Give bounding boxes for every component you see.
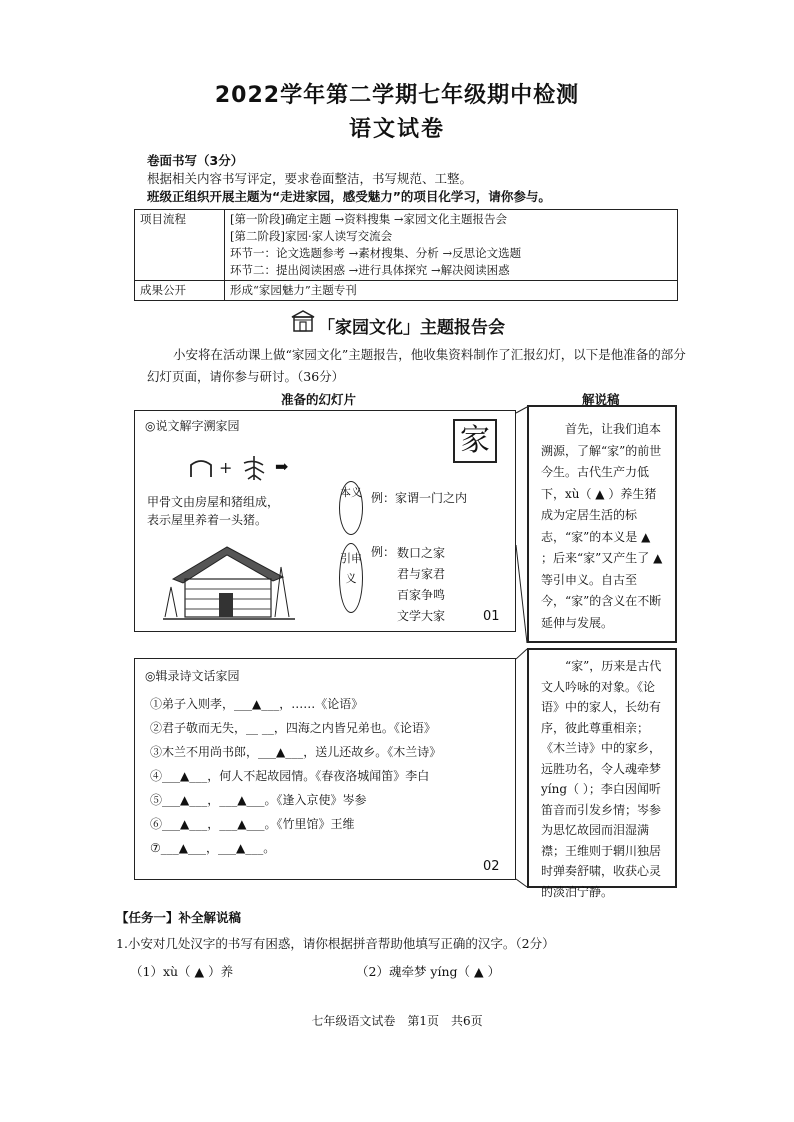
notes-column-title: 解说稿 <box>582 392 620 407</box>
pig-glyph-icon <box>239 453 269 483</box>
commentary-1: 首先，让我们追本溯源，了解“家”的前世今生。古代生产力低下，xù（ ▲ ）养生猪成为定居生活的标志，“家”的本义是 ▲ ；后来“家”又产生了 ▲ 等引申义。自古至今，“家”的含义在不断延伸与发展。 <box>527 405 677 643</box>
process-steps <box>225 210 678 281</box>
process-step: 环节一：论文选题参考 →素材搜集、分析 →反思论文选题 <box>230 246 522 260</box>
extended-meaning-label: 引申义 <box>339 543 363 613</box>
table-row <box>135 210 678 281</box>
task-heading: 【任务一】补全解说稿 <box>116 910 242 925</box>
arrow-icon: ➡ <box>275 457 289 476</box>
list-item: 君与家君 <box>397 567 446 581</box>
plus-sign: + <box>219 458 233 477</box>
seal-character: 家 <box>453 419 497 463</box>
section-intro: 小安将在活动课上做“家园文化”主题报告，他收集资料制作了汇报幻灯，以下是他准备的部分幻灯页面，请你参与研讨。（36分） <box>147 347 686 384</box>
extended-meaning-list <box>397 543 445 627</box>
table-row <box>135 281 678 301</box>
result-label: 成果公开 <box>135 281 225 301</box>
slide-1 <box>134 410 516 632</box>
exam-subtitle: 语文试卷 <box>348 117 445 142</box>
exam-title: 2022学年第二学期七年级期中检测 <box>214 83 580 108</box>
slide-number: 01 <box>483 609 500 624</box>
slide-number: 02 <box>483 859 500 874</box>
commentary-2: “家”，历来是古代文人吟咏的对象。《论语》中的家人，长幼有序，彼此尊重相亲；《木兰诗》中的家乡，远胜功名，令人魂牵梦 yíng（ ）；李白因闻听笛音而引发乡情；岑参为思忆故园而泪湿满襟；王维则于辋川独居时弹奏舒啸，收获心灵的淡泊宁静。 <box>527 648 677 888</box>
poem-line: ①弟子入则孝，___▲___，……《论语》 <box>150 697 364 711</box>
glyph-description: 甲骨文由房屋和猪组成， <box>147 495 280 509</box>
process-step: 环节二：提出阅读困惑 →进行具体探究 →解决阅读困惑 <box>230 263 510 277</box>
original-meaning-example: 例：家谓一门之内 <box>371 491 468 505</box>
page-footer: 七年级语文试卷 第1页 共6页 <box>311 1014 483 1028</box>
roof-glyph-icon <box>187 457 215 481</box>
slide-heading: ◎辑录诗文话家园 <box>145 669 240 683</box>
question-1-part-1: （1）xù（ ▲ ）养 <box>130 964 234 979</box>
list-item: 文学大家 <box>397 609 446 623</box>
poem-line: ②君子敬而无失，__ __，四海之内皆兄弟也。《论语》 <box>150 721 436 735</box>
section-title: 「家园文化」主题报告会 <box>318 318 505 338</box>
project-intro: 班级正组织开展主题为“走进家园，感受魅力”的项目化学习，请你参与。 <box>147 189 551 204</box>
poem-line: ④___▲___，何人不起故园情。《春夜洛城闻笛》李白 <box>150 769 430 783</box>
old-house-illustration <box>163 537 295 625</box>
poem-line: ③木兰不用尚书郎，___▲___，送儿还故乡。《木兰诗》 <box>150 745 442 759</box>
project-table <box>134 209 678 301</box>
glyph-description: 表示屋里养着一头猪。 <box>147 513 268 527</box>
question-1-part-2: （2）魂牵梦 yíng（ ▲ ） <box>356 964 501 979</box>
list-item: 数口之家 <box>397 546 446 560</box>
handwriting-score-label: 卷面书写（3分） <box>147 153 244 168</box>
process-step: [第二阶段]家园·家人读写交流会 <box>230 229 393 243</box>
original-meaning-label: 本义 <box>339 481 363 535</box>
process-label: 项目流程 <box>135 210 225 281</box>
list-item: 百家争鸣 <box>397 588 446 602</box>
extended-meaning-prefix: 例： <box>371 545 396 559</box>
poem-line: ⑦___▲___，___▲___。 <box>150 841 276 855</box>
poem-line: ⑥___▲___，___▲___。《竹里馆》王维 <box>150 817 355 831</box>
result-text: 形成“家园魅力”主题专刊 <box>225 281 678 301</box>
poem-line: ⑤___▲___，___▲___。《逢入京使》岑参 <box>150 793 367 807</box>
slides-column-title: 准备的幻灯片 <box>281 392 357 407</box>
handwriting-requirement: 根据相关内容书写评定，要求卷面整洁，书写规范、工整。 <box>147 171 473 186</box>
poem-list <box>150 692 441 860</box>
question-1: 1.小安对几处汉字的书写有困惑，请你根据拼音帮助他填写正确的汉字。（2分） <box>116 936 555 951</box>
slide-heading: ◎说文解字溯家园 <box>145 419 240 433</box>
house-icon <box>290 309 316 333</box>
process-step: [第一阶段]确定主题 →资料搜集 →家园文化主题报告会 <box>230 212 508 226</box>
